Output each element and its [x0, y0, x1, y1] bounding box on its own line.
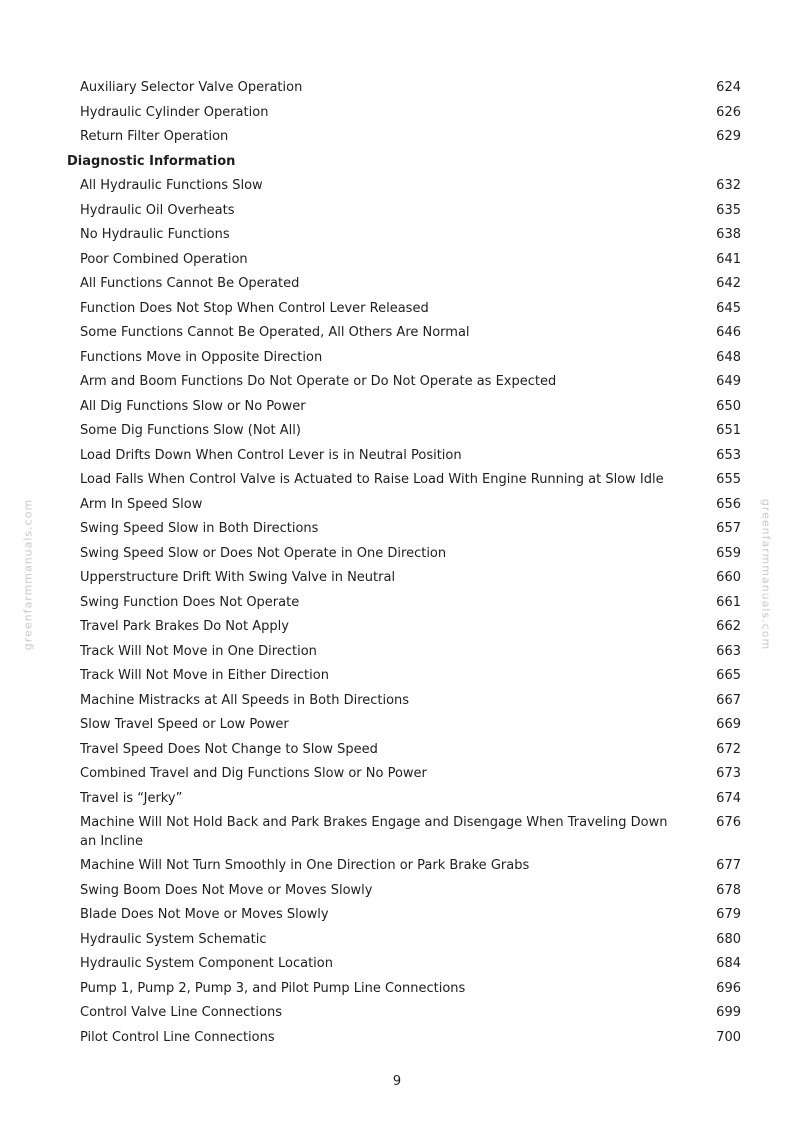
toc-entry-title: Swing Boom Does Not Move or Moves Slowly — [80, 882, 373, 898]
toc-entry-title: Functions Move in Opposite Direction — [80, 349, 323, 365]
toc-entry[interactable] — [0, 444, 794, 469]
toc-entry[interactable] — [0, 879, 794, 904]
toc-entry[interactable] — [0, 1001, 794, 1026]
toc-entry-title: No Hydraulic Functions — [80, 227, 230, 242]
toc-entry[interactable] — [0, 952, 794, 977]
toc-entry-page-number: 659 — [716, 545, 741, 561]
toc-entry[interactable] — [0, 370, 794, 395]
toc-entry[interactable] — [0, 125, 794, 150]
toc-entry[interactable] — [0, 272, 794, 297]
toc-entry-page-number: 646 — [716, 325, 741, 340]
toc-entry-title: Travel is “Jerky” — [80, 790, 183, 806]
toc-entry-title: Load Drifts Down When Control Lever is in Neutral Position — [80, 447, 462, 463]
toc-entry-title: Travel Speed Does Not Change to Slow Speed — [80, 741, 378, 757]
toc-entry-title: Slow Travel Speed or Low Power — [80, 717, 289, 732]
toc-entry-title: Arm and Boom Functions Do Not Operate or Do Not Operate as Expected — [80, 374, 557, 389]
toc-entry-page-number: 624 — [716, 80, 741, 95]
toc-entry-title: Arm In Speed Slow — [80, 496, 203, 512]
toc-entry-page-number: 661 — [716, 594, 741, 610]
toc-entry-title: Hydraulic System Component Location — [80, 956, 333, 971]
toc-entry-title: Some Functions Cannot Be Operated, All Others Are Normal — [80, 325, 470, 340]
toc-entry[interactable] — [0, 76, 794, 101]
toc-entry[interactable] — [0, 903, 794, 928]
toc-entry[interactable] — [0, 248, 794, 273]
toc-entry-page-number: 669 — [716, 717, 741, 732]
toc-entry-title: Pump 1, Pump 2, Pump 3, and Pilot Pump Line Connections — [80, 980, 466, 996]
toc-entry-page-number: 700 — [716, 1029, 741, 1045]
toc-entry-page-number: 679 — [716, 907, 741, 922]
toc-entry[interactable] — [0, 297, 794, 322]
toc-entry-title: Poor Combined Operation — [80, 251, 248, 267]
toc-entry[interactable] — [0, 738, 794, 763]
watermark-left: greenfarmmanuals.com — [21, 498, 35, 651]
toc-entry-page-number: 684 — [716, 956, 741, 971]
toc-entry[interactable] — [0, 493, 794, 518]
toc-entry[interactable] — [0, 977, 794, 1002]
toc-entry-page-number: 662 — [716, 619, 741, 634]
toc-entry-title: Return Filter Operation — [80, 129, 229, 144]
toc-entry[interactable] — [0, 591, 794, 616]
toc-entry-page-number: 656 — [716, 496, 741, 512]
toc-entry-title: Pilot Control Line Connections — [80, 1029, 275, 1045]
toc-entry-title: Swing Speed Slow in Both Directions — [80, 521, 319, 536]
toc-entry-page-number: 638 — [716, 227, 741, 242]
toc-entry-title: Swing Speed Slow or Does Not Operate in One Direction — [80, 545, 447, 561]
toc-entry-title: Track Will Not Move in Either Direction — [80, 668, 329, 683]
toc-entry-page-number: 663 — [716, 643, 741, 659]
toc-entry-page-number: 677 — [716, 858, 741, 873]
toc-entry-title: Upperstructure Drift With Swing Valve in Neutral — [80, 570, 396, 585]
toc-entry-page-number: 680 — [716, 931, 741, 947]
toc-entry[interactable] — [0, 174, 794, 199]
toc-entry-title: Control Valve Line Connections — [80, 1005, 282, 1020]
toc-entry-page-number: 649 — [716, 374, 741, 389]
toc-entry[interactable] — [0, 640, 794, 665]
toc-entry-title: Hydraulic System Schematic — [80, 931, 267, 947]
toc-entry-page-number: 650 — [716, 398, 741, 414]
toc-entry-title: Some Dig Functions Slow (Not All) — [80, 423, 301, 438]
toc-section-heading — [0, 150, 794, 175]
toc-entry[interactable] — [0, 346, 794, 371]
toc-entry-title: Machine Will Not Turn Smoothly in One Direction or Park Brake Grabs — [80, 858, 530, 873]
toc-entry-page-number: 655 — [716, 472, 741, 487]
toc-entry[interactable] — [0, 321, 794, 346]
toc-entry-title: Machine Mistracks at All Speeds in Both Directions — [80, 692, 410, 708]
toc-entry-page-number: 645 — [716, 300, 741, 316]
toc-entry-page-number: 672 — [716, 741, 741, 757]
toc-entry-page-number: 674 — [716, 790, 741, 806]
toc-entry-page-number: 665 — [716, 668, 741, 683]
toc-entry-page-number: 676 — [716, 815, 741, 830]
toc-entry-title: Hydraulic Oil Overheats — [80, 202, 235, 218]
toc-entry-page-number: 696 — [716, 980, 741, 996]
toc-entry-page-number: 660 — [716, 570, 741, 585]
toc-entry-page-number: 651 — [716, 423, 741, 438]
toc-entry[interactable] — [0, 762, 794, 787]
toc-entry-page-number: 678 — [716, 882, 741, 898]
toc-entry[interactable] — [0, 787, 794, 812]
toc-entry-page-number: 653 — [716, 447, 741, 463]
toc-entry-page-number: 699 — [716, 1005, 741, 1020]
toc-entry[interactable] — [0, 419, 794, 444]
toc-entry[interactable] — [0, 223, 794, 248]
toc-entry[interactable] — [0, 517, 794, 542]
toc-entry-page-number: 635 — [716, 202, 741, 218]
page-number: 9 — [392, 1074, 402, 1089]
toc-entry[interactable] — [0, 928, 794, 953]
toc-entry-title: Swing Function Does Not Operate — [80, 594, 300, 610]
toc-entry[interactable] — [0, 566, 794, 591]
toc-entry-title: Function Does Not Stop When Control Lever Released — [80, 300, 429, 316]
toc-entry-title: All Dig Functions Slow or No Power — [80, 398, 306, 414]
toc-entry[interactable] — [0, 542, 794, 567]
toc-entry-title: Auxiliary Selector Valve Operation — [80, 80, 303, 95]
table-of-contents — [0, 76, 794, 1050]
toc-entry-title: All Functions Cannot Be Operated — [80, 276, 300, 291]
toc-entry-title: Track Will Not Move in One Direction — [80, 643, 317, 659]
toc-entry[interactable] — [0, 689, 794, 714]
toc-entry-page-number: 657 — [716, 521, 741, 536]
toc-entry-title: All Hydraulic Functions Slow — [80, 178, 263, 193]
toc-entry[interactable] — [0, 101, 794, 126]
toc-entry[interactable] — [0, 1026, 794, 1051]
toc-entry[interactable] — [0, 199, 794, 224]
toc-entry-title: Hydraulic Cylinder Operation — [80, 104, 269, 120]
toc-entry-title: Combined Travel and Dig Functions Slow or No Power — [80, 766, 427, 781]
toc-entry-page-number: 648 — [716, 349, 741, 365]
toc-entry-title: Travel Park Brakes Do Not Apply — [80, 619, 289, 634]
toc-entry-title: Diagnostic Information — [67, 153, 236, 169]
toc-entry-title: Machine Will Not Hold Back and Park Brakes Engage and Disengage When Traveling Down an Incline — [80, 815, 668, 849]
toc-entry-page-number: 667 — [716, 692, 741, 708]
toc-entry-page-number: 626 — [716, 104, 741, 120]
watermark-right: greenfarmmanuals.com — [759, 498, 773, 651]
toc-entry-page-number: 629 — [716, 129, 741, 144]
toc-entry-page-number: 673 — [716, 766, 741, 781]
toc-entry-page-number: 632 — [716, 178, 741, 193]
toc-entry[interactable] — [0, 664, 794, 689]
toc-entry[interactable] — [0, 854, 794, 879]
toc-entry[interactable] — [0, 811, 794, 854]
toc-entry-title: Blade Does Not Move or Moves Slowly — [80, 907, 329, 922]
toc-entry[interactable] — [0, 468, 794, 493]
toc-entry[interactable] — [0, 713, 794, 738]
toc-entry-title: Load Falls When Control Valve is Actuated to Raise Load With Engine Running at Slow Idle — [80, 472, 664, 487]
toc-entry-page-number: 641 — [716, 251, 741, 267]
toc-entry[interactable] — [0, 395, 794, 420]
toc-entry-page-number: 642 — [716, 276, 741, 291]
toc-entry[interactable] — [0, 615, 794, 640]
